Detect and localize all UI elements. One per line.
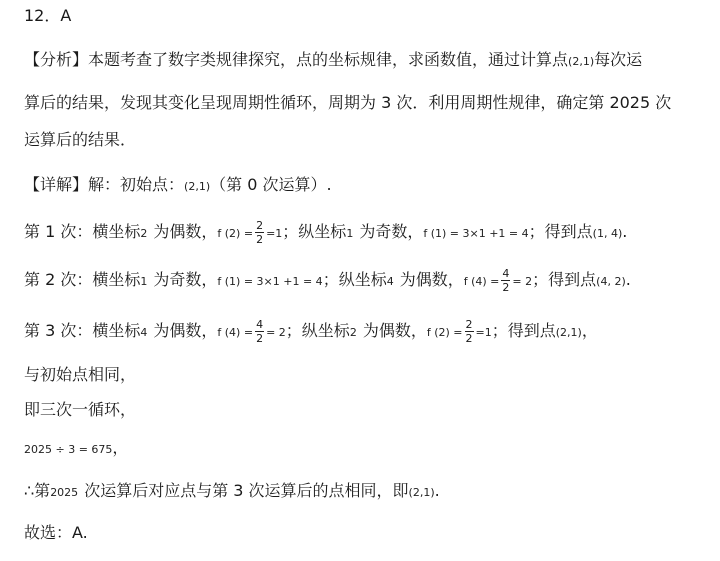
question-header: 12．A: [24, 6, 72, 25]
conclusion-point: (2,1): [408, 486, 435, 499]
therefore-symbol: ∴第: [24, 481, 51, 500]
step-1-result-label: 得到点: [544, 222, 593, 241]
step-1-x-result: =1: [266, 227, 283, 240]
step-2-y-parity: 为偶数，: [399, 270, 464, 289]
step-1-y-label: 纵坐标: [298, 222, 347, 241]
detail-label: 【详解】: [24, 175, 89, 194]
step-3-x-fraction: $\frac{4}{2}$: [256, 318, 264, 345]
step-2-x-value: 1: [140, 275, 148, 288]
step-2-line: 第 2 次：横坐标1 为奇数，f (1) = 3×1 +1 = 4；纵坐标4 为偶数，f (4) = $\frac{4}{2}$ = 2；得到点(4, 2).: [24, 267, 631, 294]
step-3-y-expr: f (2) =: [426, 326, 463, 339]
conclusion-n: 2025: [50, 486, 79, 499]
step-2-x-parity: 为奇数，: [153, 270, 218, 289]
step-1-x-label: 横坐标: [92, 222, 141, 241]
detail-line: [24, 174, 332, 198]
step-1-x-parity: 为偶数，: [153, 222, 218, 241]
step-3-x-expr: f (4) =: [217, 326, 254, 339]
step-3-result-label: 得到点: [507, 321, 556, 340]
step-1-y-expr: f (1) = 3×1 +1 = 4: [423, 227, 529, 240]
step-2-y-label: 纵坐标: [338, 270, 387, 289]
detail-point: (2,1): [184, 180, 211, 193]
analysis-line-3: 运算后的结果．: [24, 130, 137, 149]
step-2-result-point: (4, 2): [596, 275, 626, 288]
step-2-y-expr: f (4) =: [463, 275, 500, 288]
step-2-x-label: 横坐标: [92, 270, 141, 289]
answer-line: 故选：A.: [24, 523, 88, 542]
analysis-text-1b: 每次运: [594, 50, 643, 69]
step-1-y-value: 1: [346, 227, 354, 240]
analysis-label: 【分析】: [24, 50, 89, 69]
step-1-line: 第 1 次：横坐标2 为偶数，f (2) = $\frac{2}{2}$ =1；纵坐标1 为奇数，f (1) = 3×1 +1 = 4；得到点(1, 4).: [24, 219, 628, 246]
step-3-prefix: 第 3 次：: [24, 321, 93, 340]
step-1-x-fraction: $\frac{2}{2}$: [256, 219, 264, 246]
detail-text: 解：初始点：: [88, 175, 185, 194]
step-1-y-parity: 为奇数，: [359, 222, 424, 241]
step-3-line: 第 3 次：横坐标4 为偶数，f (4) = $\frac{4}{2}$ = 2；纵坐标2 为偶数，f (2) = $\frac{2}{2}$ =1；得到点(2,1)，: [24, 318, 598, 345]
step-1-prefix: 第 1 次：: [24, 222, 93, 241]
step-3-y-result: =1: [475, 326, 492, 339]
step-3-y-label: 纵坐标: [301, 321, 350, 340]
step-3-y-parity: 为偶数，: [362, 321, 427, 340]
conclusion-text: 次运算后对应点与第 3 次运算后的点相同，即: [84, 481, 409, 500]
step-3-y-value: 2: [349, 326, 357, 339]
step-2-x-expr: f (1) = 3×1 +1 = 4: [217, 275, 323, 288]
step-3-x-label: 横坐标: [92, 321, 141, 340]
step-1-result-point: (1, 4): [592, 227, 623, 240]
cycle-line: 即三次一循环，: [24, 400, 137, 419]
analysis-line-1: [24, 49, 642, 73]
analysis-text-1a: 本题考查了数字类规律探究，点的坐标规律，求函数值，通过计算点: [88, 50, 569, 69]
step-2-y-value: 4: [386, 275, 394, 288]
step-3-x-parity: 为偶数，: [153, 321, 218, 340]
step-3-result-point: (2,1): [555, 326, 582, 339]
step-3-x-result: = 2: [266, 326, 286, 339]
step-1-x-expr: f (2) =: [217, 227, 254, 240]
conclusion-line: ∴第2025 次运算后对应点与第 3 次运算后的点相同，即(2,1).: [24, 481, 440, 500]
step-2-y-fraction: $\frac{4}{2}$: [502, 267, 510, 294]
analysis-point: (2,1): [568, 55, 595, 68]
step-1-x-value: 2: [140, 227, 148, 240]
same-as-start-line: 与初始点相同，: [24, 365, 137, 384]
detail-note: （第 0 次运算）.: [210, 175, 332, 194]
division-expr: 2025 ÷ 3 = 675: [24, 443, 113, 456]
step-2-result-label: 得到点: [548, 270, 597, 289]
step-3-x-value: 4: [140, 326, 148, 339]
division-line: 2025 ÷ 3 = 675，: [24, 438, 129, 457]
step-3-y-fraction: $\frac{2}{2}$: [465, 318, 473, 345]
analysis-line-2: 算后的结果，发现其变化呈现周期性循环，周期为 3 次．利用周期性规律，确定第 2025 次: [24, 93, 672, 112]
step-2-y-result: = 2: [512, 275, 533, 288]
step-2-prefix: 第 2 次：: [24, 270, 93, 289]
